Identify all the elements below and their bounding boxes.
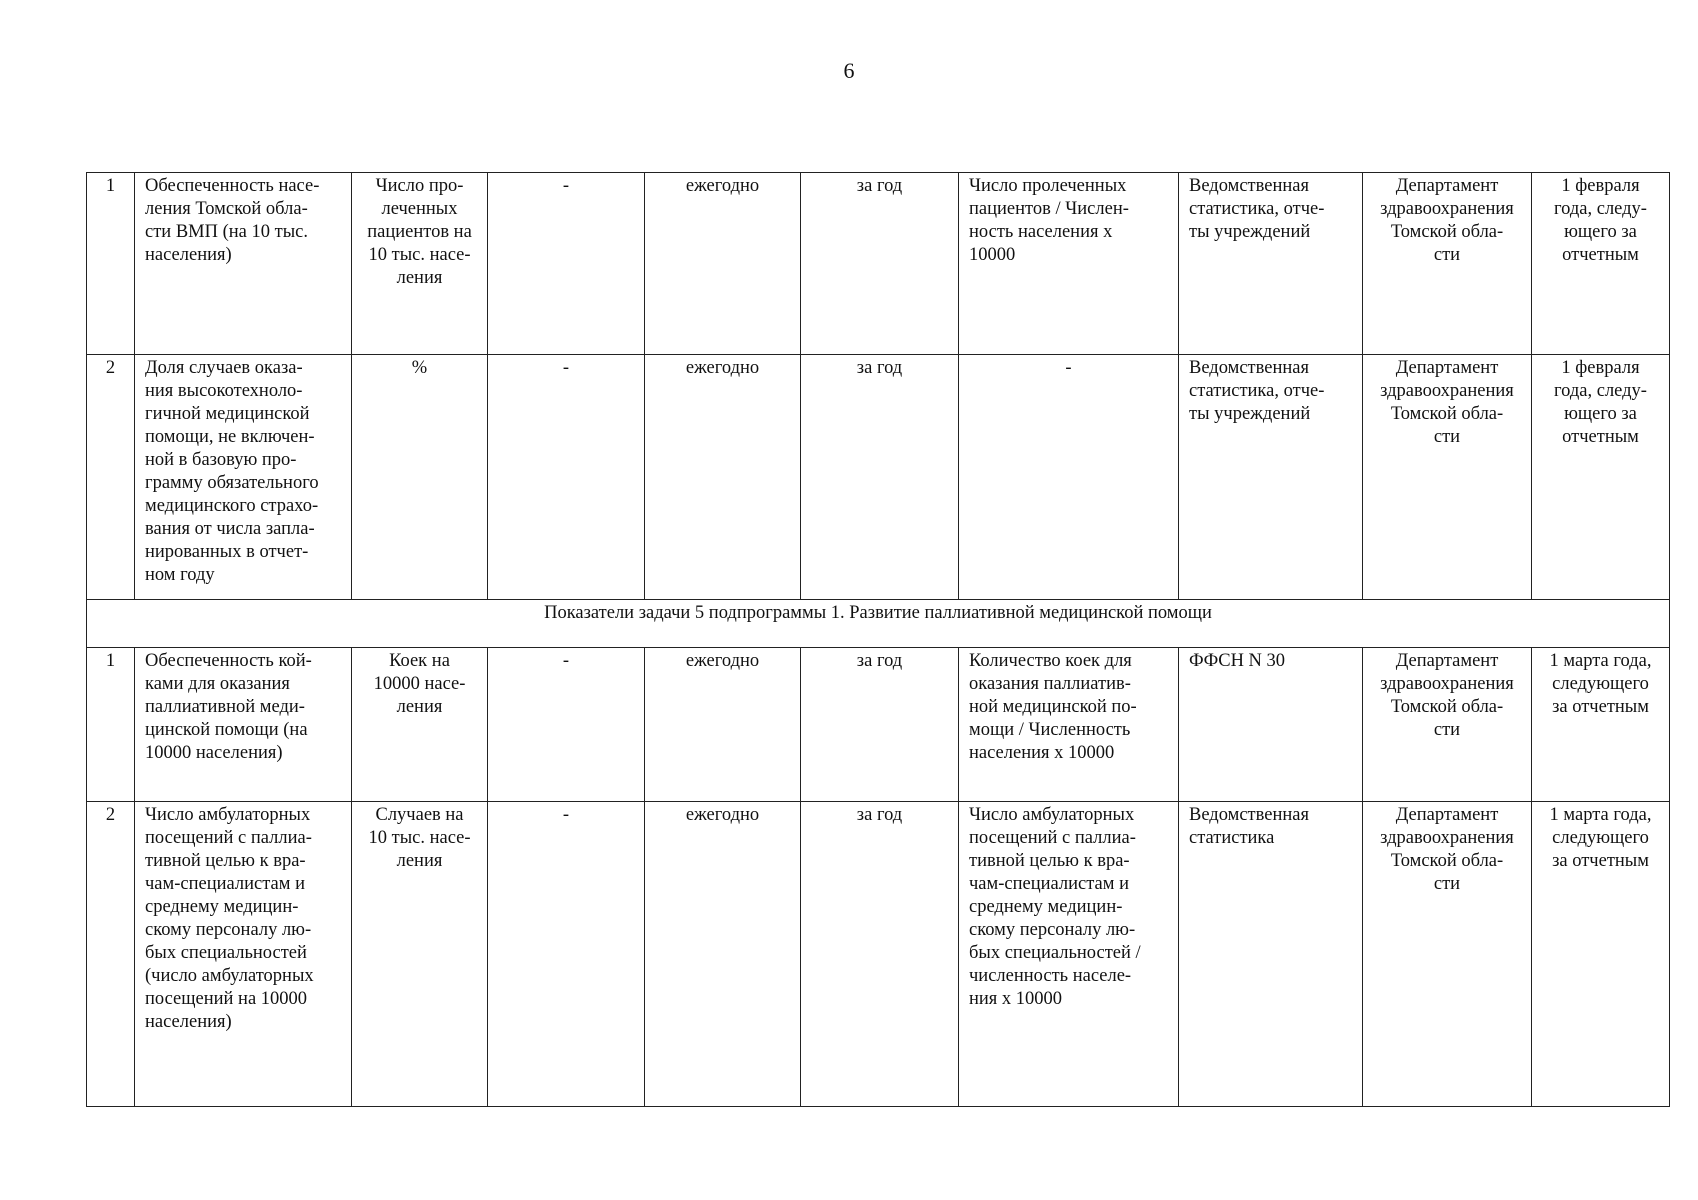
period-cell: за год [801, 648, 959, 801]
deadline-cell: 1 марта года, следующего за отчетным [1532, 801, 1670, 1106]
table-row [87, 355, 1670, 600]
calculation-method: - [959, 355, 1179, 600]
deadline-cell: 1 февраля года, следу- ющего за отчетным [1532, 173, 1670, 355]
deadline-cell: 1 февраля года, следу- ющего за отчетным [1532, 355, 1670, 600]
row-number: 2 [87, 355, 135, 600]
row-number: 1 [87, 173, 135, 355]
row-number: 2 [87, 801, 135, 1106]
period-cell: за год [801, 801, 959, 1106]
calculation-method: Количество коек для оказания паллиатив- ной медицинской по- мощи / Численность населения x 10000 [959, 648, 1179, 801]
unit-of-measure: Число про- леченных пациентов на 10 тыс. насе- ления [352, 173, 488, 355]
table-row [87, 801, 1670, 1106]
data-source: Ведомственная статистика, отче- ты учреждений [1179, 173, 1363, 355]
data-source: ФФСН N 30 [1179, 648, 1363, 801]
indicators-table [86, 172, 1670, 1107]
table-row [87, 173, 1670, 355]
frequency-cell: ежегодно [645, 801, 801, 1106]
empty-dash-cell: - [488, 648, 645, 801]
calculation-method: Число амбулаторных посещений с паллиа- тивной целью к вра- чам-специалистам и среднему медицин- скому персоналу лю- бых специальностей / численность населе- ния x 10000 [959, 801, 1179, 1106]
period-cell: за год [801, 173, 959, 355]
section-header-row [87, 600, 1670, 648]
page-number: 6 [843, 58, 855, 83]
responsible-body: Департамент здравоохранения Томской обла- сти [1363, 173, 1532, 355]
deadline-cell: 1 марта года, следующего за отчетным [1532, 648, 1670, 801]
period-cell: за год [801, 355, 959, 600]
unit-of-measure: Случаев на 10 тыс. насе- ления [352, 801, 488, 1106]
section-title: Показатели задачи 5 подпрограммы 1. Развитие паллиативной медицинской помощи [87, 600, 1670, 648]
frequency-cell: ежегодно [645, 173, 801, 355]
indicator-name: Число амбулаторных посещений с паллиа- тивной целью к вра- чам-специалистам и среднему медицин- скому персоналу лю- бых специальностей (число амбулаторных посещений на 10000 населения) [135, 801, 352, 1106]
row-number: 1 [87, 648, 135, 801]
unit-of-measure: Коек на 10000 насе- ления [352, 648, 488, 801]
empty-dash-cell: - [488, 355, 645, 600]
frequency-cell: ежегодно [645, 648, 801, 801]
responsible-body: Департамент здравоохранения Томской обла- сти [1363, 801, 1532, 1106]
calculation-method: Число пролеченных пациентов / Числен- ность населения x 10000 [959, 173, 1179, 355]
data-source: Ведомственная статистика, отче- ты учреждений [1179, 355, 1363, 600]
responsible-body: Департамент здравоохранения Томской обла- сти [1363, 355, 1532, 600]
frequency-cell: ежегодно [645, 355, 801, 600]
empty-dash-cell: - [488, 173, 645, 355]
indicator-name: Обеспеченность кой- ками для оказания паллиативной меди- цинской помощи (на 10000 населения) [135, 648, 352, 801]
indicator-name: Доля случаев оказа- ния высокотехноло- гичной медицинской помощи, не включен- ной в базовую про- грамму обязательного медицинского страхо- вания от числа запла- нированных в отчет- ном году [135, 355, 352, 600]
unit-of-measure: % [352, 355, 488, 600]
responsible-body: Департамент здравоохранения Томской обла- сти [1363, 648, 1532, 801]
table-row [87, 648, 1670, 801]
data-source: Ведомственная статистика [1179, 801, 1363, 1106]
indicator-name: Обеспеченность насе- ления Томской обла- сти ВМП (на 10 тыс. населения) [135, 173, 352, 355]
empty-dash-cell: - [488, 801, 645, 1106]
